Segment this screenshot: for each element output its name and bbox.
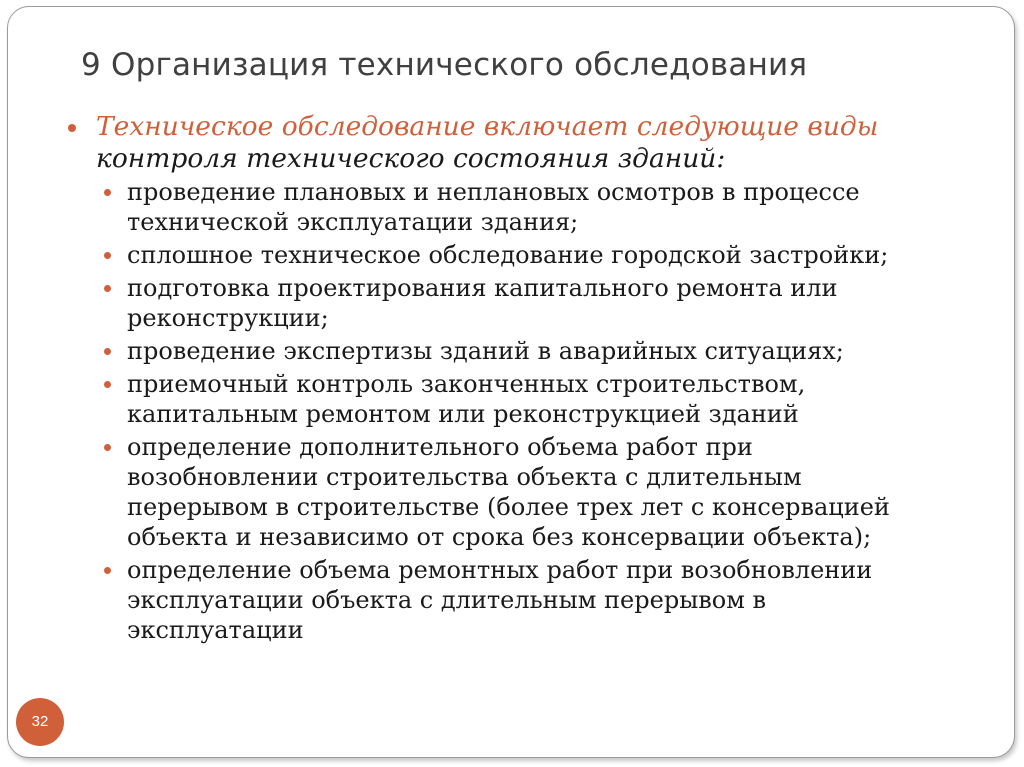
lead-rest-text: контроля технического состояния зданий: — [96, 143, 726, 174]
list-item — [66, 369, 996, 429]
list-item-text: сплошное техническое обследование городской застройки; — [127, 241, 889, 269]
bullet-dot-icon — [68, 124, 76, 132]
lead-accent-text: Техническое обследование включает следующие виды — [96, 111, 879, 142]
bullet-dot-icon — [104, 285, 111, 292]
bullet-dot-icon — [104, 348, 111, 355]
bullet-dot-icon — [104, 189, 111, 196]
list-item — [66, 240, 996, 270]
list-item-text: проведение плановых и неплановых осмотров в процессе технической эксплуатации здания; — [127, 178, 860, 236]
bullet-dot-icon — [104, 444, 111, 451]
list-item-text: проведение экспертизы зданий в аварийных ситуациях; — [127, 337, 844, 365]
list-item-text: приемочный контроль законченных строительством, капитальным ремонтом или реконструкцией зданий — [127, 370, 806, 428]
page-number-badge: 32 — [16, 698, 64, 746]
slide-content — [66, 111, 996, 648]
list-item — [66, 177, 996, 237]
bullet-dot-icon — [104, 381, 111, 388]
slide-frame — [7, 6, 1015, 758]
bullet-dot-icon — [104, 567, 111, 574]
list-item-text: определение объема ремонтных работ при возобновлении эксплуатации объекта с длительным перерывом в эксплуатации — [127, 556, 873, 644]
list-item — [66, 432, 996, 552]
sub-bullet-list — [66, 177, 996, 645]
lead-bullet — [66, 111, 996, 175]
list-item — [66, 273, 996, 333]
list-item-text: определение дополнительного объема работ при возобновлении строительства объекта с длительным перерывом в строительстве (более трех лет с консервацией объекта и независимо от срока без консервации объекта); — [127, 433, 890, 551]
list-item — [66, 555, 996, 645]
list-item-text: подготовка проектирования капитального ремонта или реконструкции; — [127, 274, 838, 332]
list-item — [66, 336, 996, 366]
slide-title: 9 Организация технического обследования — [81, 47, 808, 83]
bullet-dot-icon — [104, 252, 111, 259]
